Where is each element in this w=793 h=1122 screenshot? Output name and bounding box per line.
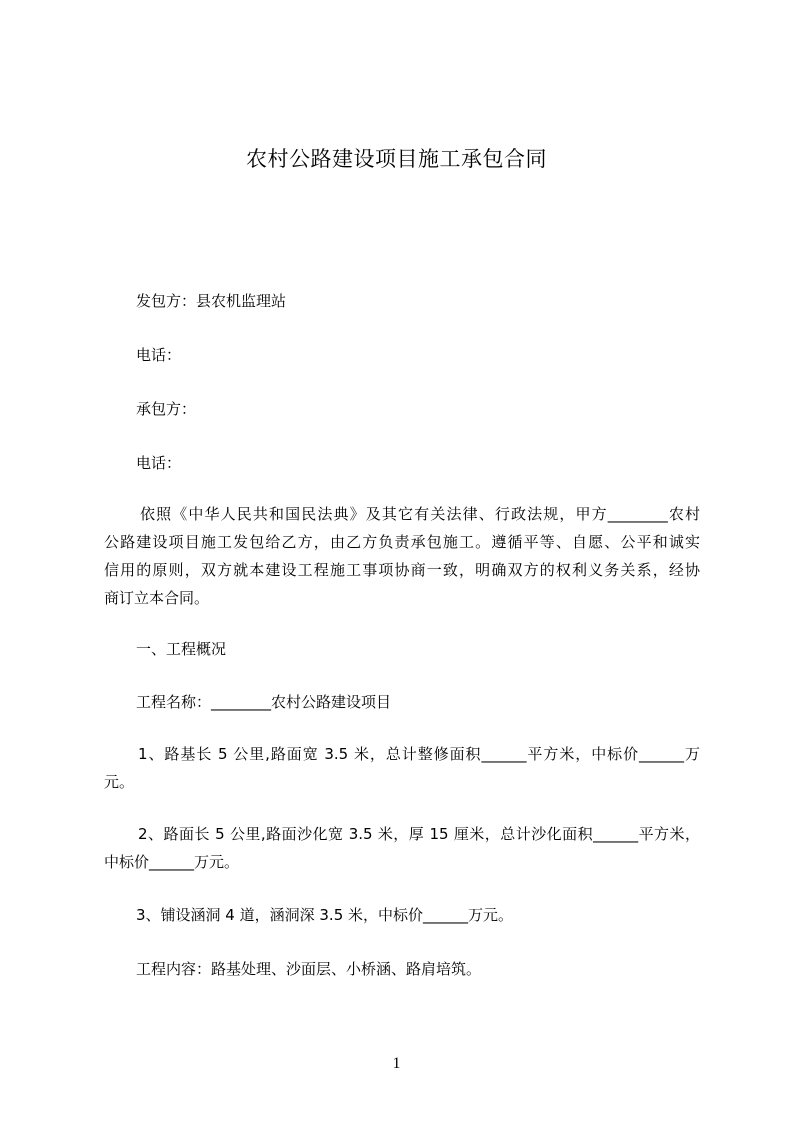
project-name-line: 工程名称：________农村公路建设项目: [136, 693, 392, 711]
item-2-line: 2、路面长 5 公里,路面沙化宽 3.5 米，厚 15 厘米，总计沙化面积______平方米，: [138, 825, 700, 843]
contractor-phone-line: 电话：: [136, 454, 182, 472]
item-3-line: 3、铺设涵洞 4 道，涵洞深 3.5 米，中标价______万元。: [136, 906, 514, 924]
intro-paragraph: [104, 500, 700, 612]
issuer-phone-line: 电话：: [136, 346, 182, 364]
item-2-line: 中标价______万元。: [104, 853, 240, 871]
intro-line: 公路建设项目施工发包给乙方，由乙方负责承包施工。遵循平等、自愿、公平和诚实: [104, 533, 700, 551]
page-number: 1: [392, 1055, 401, 1072]
issuer-line: 发包方：县农机监理站: [136, 292, 287, 310]
intro-line: 依照《中华人民共和国民法典》及其它有关法律、行政法规，甲方________农村: [140, 505, 700, 523]
item-1-paragraph: [104, 740, 700, 796]
intro-line: 商订立本合同。: [104, 589, 210, 607]
item-1-line: 1、路基长 5 公里,路面宽 3.5 米，总计整修面积______平方米，中标价______万: [138, 745, 700, 763]
item-1-line: 元。: [104, 773, 135, 791]
item-2-paragraph: [104, 820, 700, 876]
section-heading: 一、工程概况: [136, 640, 227, 658]
contractor-line: 承包方：: [136, 400, 197, 418]
project-content-line: 工程内容：路基处理、沙面层、小桥涵、路肩培筑。: [136, 960, 482, 978]
document-title: 农村公路建设项目施工承包合同: [246, 147, 547, 171]
intro-line: 信用的原则，双方就本建设工程施工事项协商一致，明确双方的权利义务关系，经协: [104, 561, 700, 579]
